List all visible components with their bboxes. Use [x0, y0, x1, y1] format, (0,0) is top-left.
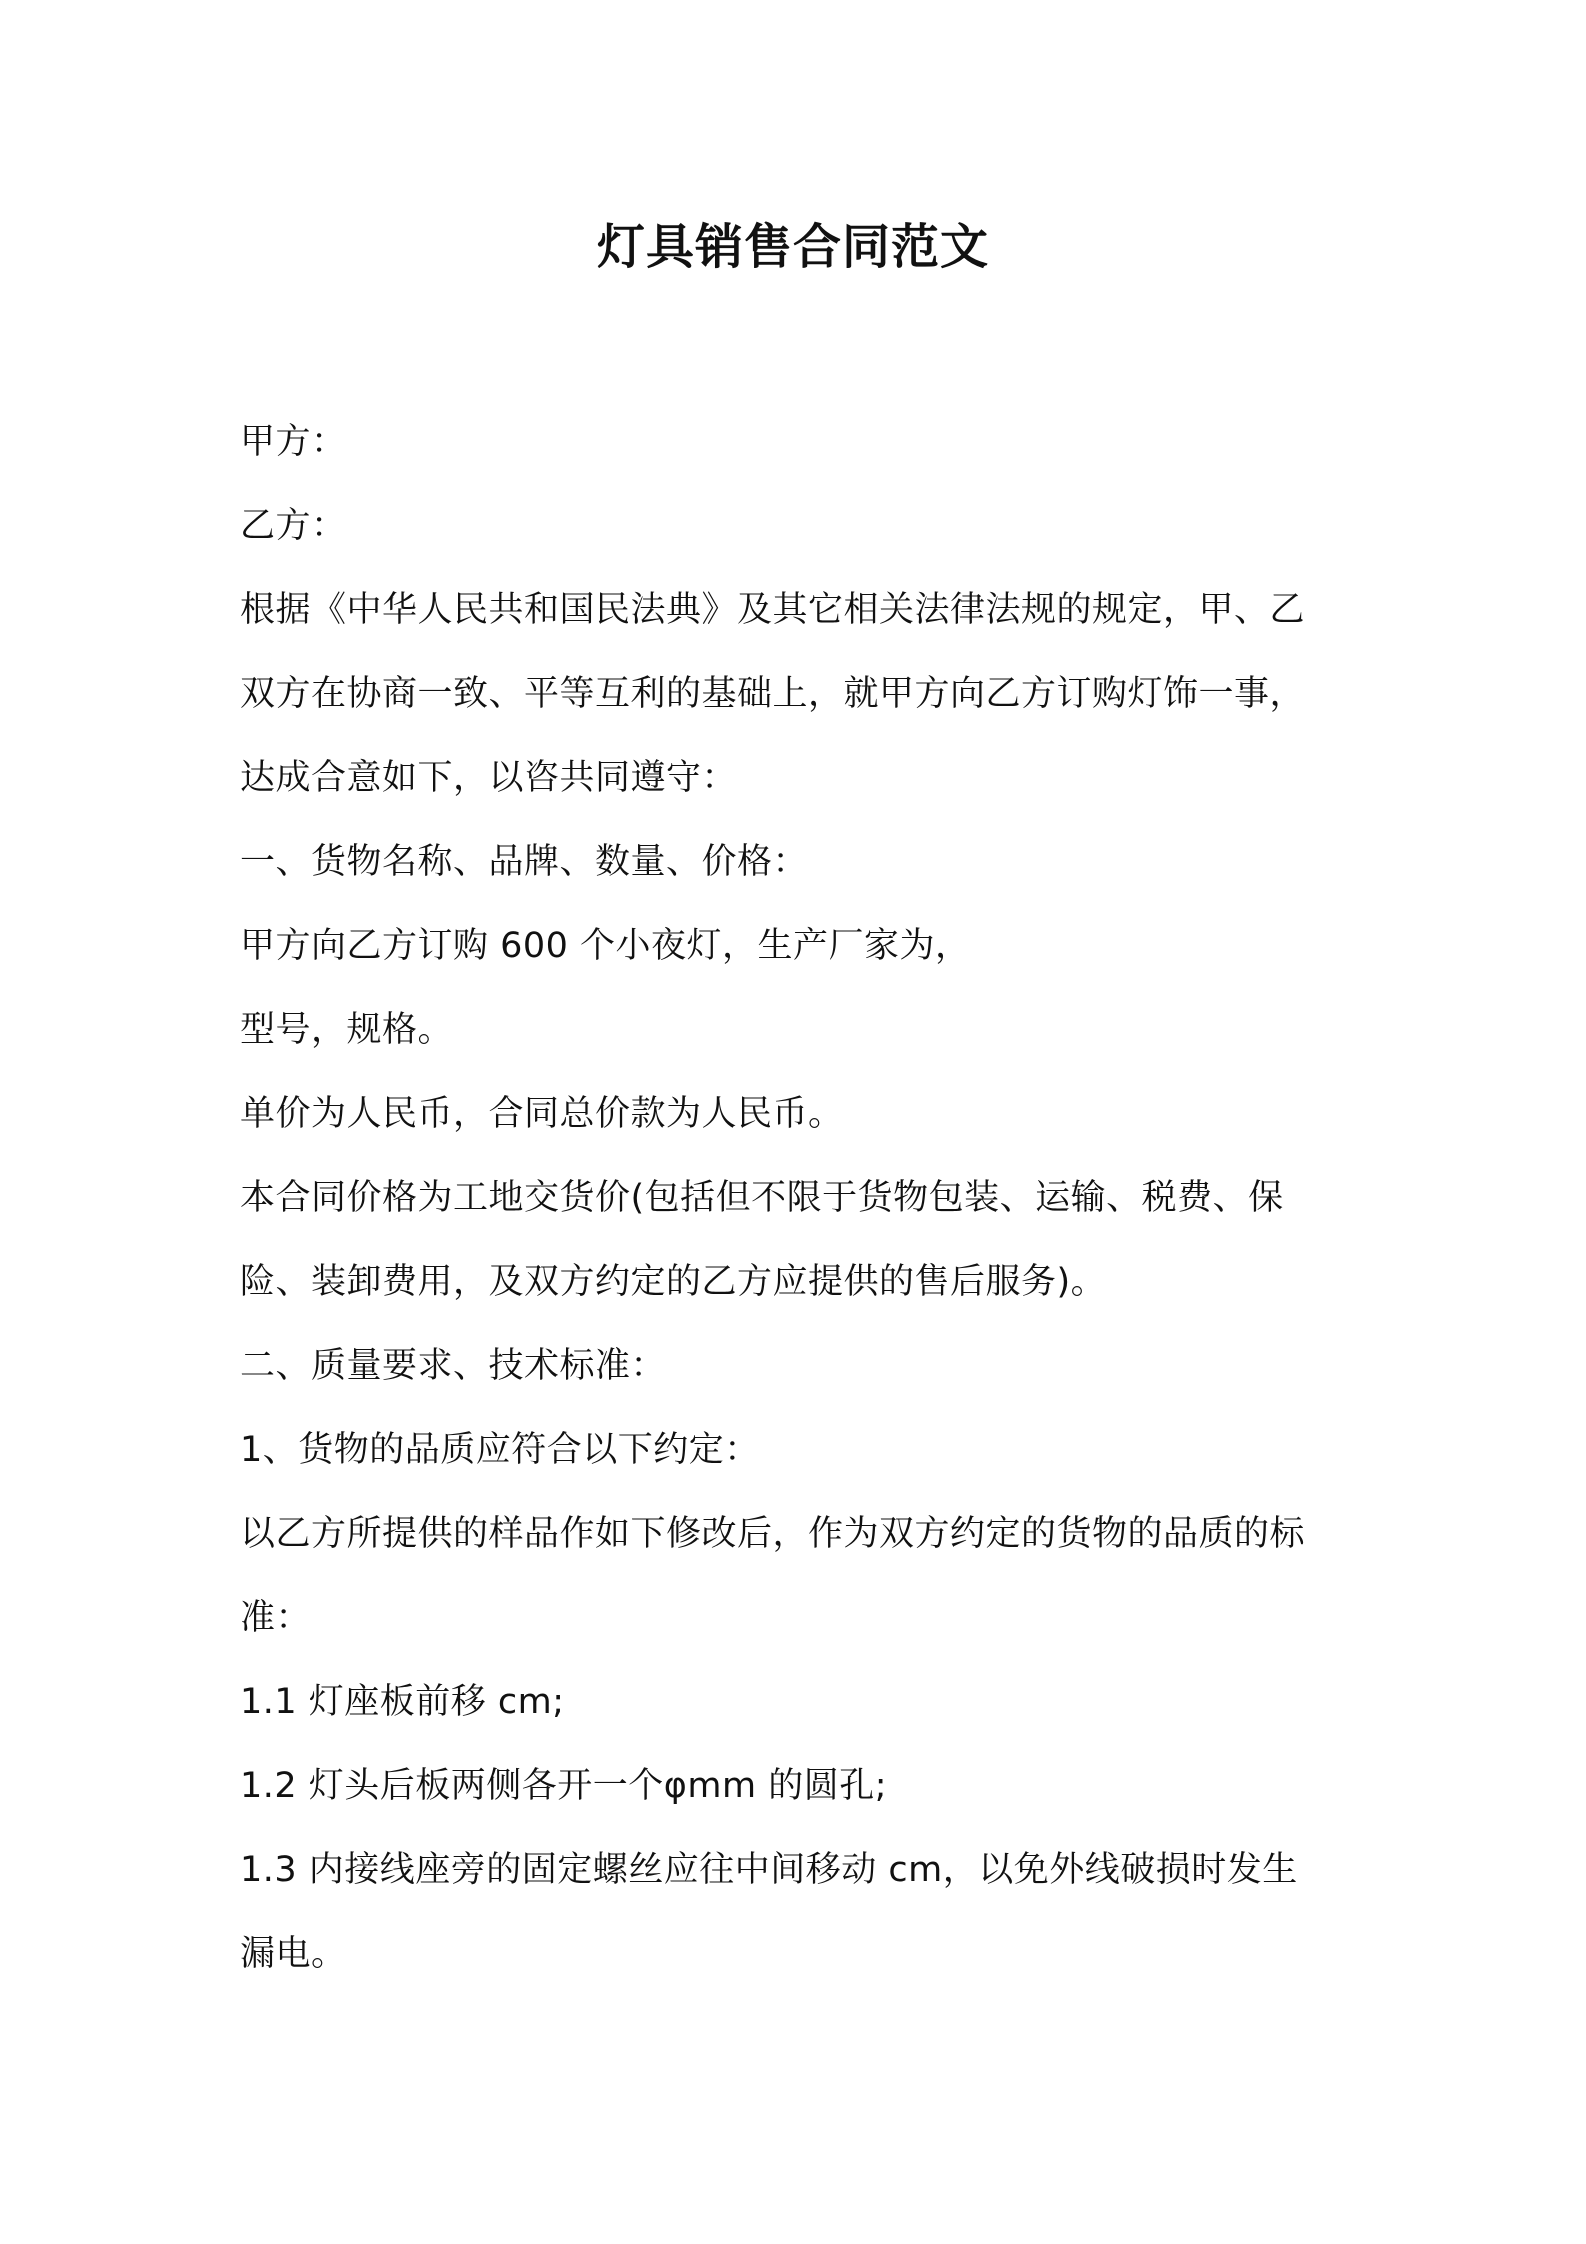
- document-body: [240, 400, 1360, 1996]
- clause-1-3-line-2: 漏电。: [240, 1934, 347, 1974]
- clause-1-1: 1.1 灯座板前移 cm;: [240, 1682, 565, 1722]
- quality-standard-line-2: 准：: [240, 1598, 312, 1638]
- price-terms-line-1: 本合同价格为工地交货价(包括但不限于货物包装、运输、税费、保: [240, 1178, 1284, 1218]
- clause-1-2: 1.2 灯头后板两侧各开一个φmm 的圆孔;: [240, 1766, 887, 1806]
- preamble-line-2: 双方在协商一致、平等互利的基础上，就甲方向乙方订购灯饰一事，: [240, 674, 1306, 714]
- price-terms-line-2: 险、装卸费用，及双方约定的乙方应提供的售后服务)。: [240, 1262, 1107, 1302]
- preamble-line-1: 根据《中华人民共和国民法典》及其它相关法律法规的规定，甲、乙: [240, 590, 1306, 630]
- party-a-line: 甲方：: [240, 422, 347, 462]
- price-line: 单价为人民币，合同总价款为人民币。: [240, 1094, 844, 1134]
- order-line-1: 甲方向乙方订购 600 个小夜灯，生产厂家为，: [240, 926, 971, 966]
- section-1-heading: 一、货物名称、品牌、数量、价格：: [240, 842, 809, 882]
- clause-1-3-line-1: 1.3 内接线座旁的固定螺丝应往中间移动 cm，以免外线破损时发生: [240, 1850, 1298, 1890]
- order-line-2: 型号，规格。: [240, 1010, 454, 1050]
- section-2-heading: 二、质量要求、技术标准：: [240, 1346, 667, 1386]
- quality-standard-line-1: 以乙方所提供的样品作如下修改后，作为双方约定的货物的品质的标: [240, 1514, 1306, 1554]
- quality-item-1-heading: 1、货物的品质应符合以下约定：: [240, 1430, 760, 1470]
- preamble-line-3: 达成合意如下，以咨共同遵守：: [240, 758, 738, 798]
- party-b-line: 乙方：: [240, 506, 347, 546]
- document-title: 灯具销售合同范文: [596, 219, 989, 275]
